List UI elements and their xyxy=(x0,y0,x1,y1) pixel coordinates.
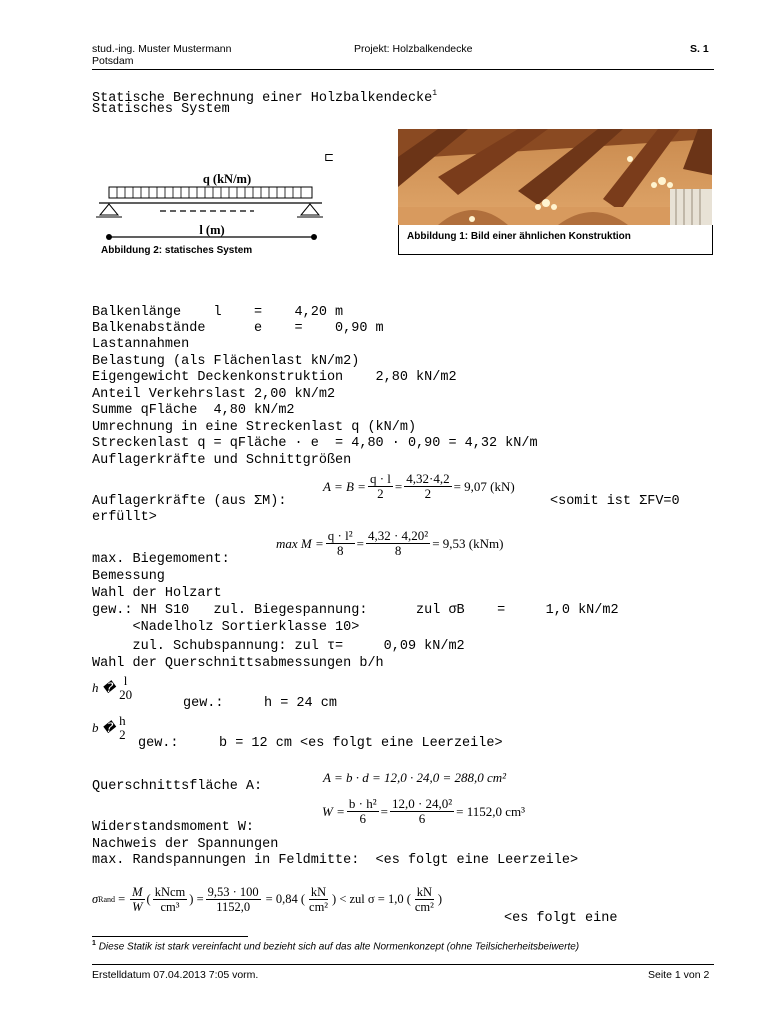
formula-section-modulus: W = $\frac{\text{b · h²}}{6}$ = $\frac{\text{12,0 · 24,0²}}{6}$ = 1152,0 cm³ xyxy=(322,796,526,826)
body-line-9: Streckenlast q = qFläche · e = 4,80 · 0,90 = 4,32 kN/m xyxy=(92,436,538,451)
body-line-15: Wahl der Holzart xyxy=(92,586,222,601)
body-line-13: max. Biegemoment: xyxy=(92,552,230,567)
body-line-11b: <somit ist ΣFV=0 xyxy=(550,494,680,509)
corner-mark: ⊏ xyxy=(324,150,335,164)
body-line-8: Umrechnung in eine Streckenlast q (kN/m) xyxy=(92,420,417,435)
body-line-12: erfüllt> xyxy=(92,510,157,525)
header-author: stud.-ing. Muster Mustermann xyxy=(92,43,232,55)
span-end-left xyxy=(106,234,112,240)
body-line-3: Lastannahmen xyxy=(92,337,190,352)
body-line-2: Balkenabstände e = 0,90 m xyxy=(92,321,384,336)
body-line-22: Querschnittsfläche A: xyxy=(92,779,263,794)
header-city: Potsdam xyxy=(92,55,134,67)
body-line-25: max. Randspannungen in Feldmitte: <es folgt eine Leerzeile> xyxy=(92,853,579,868)
distributed-load xyxy=(109,187,312,198)
load-label: q (kN/m) xyxy=(202,172,252,186)
formula-edge-stress: σ Rand = $\frac{M}{W}$ ( $\frac{\text{kNcm}}{\text{cm³}}$ ) = $\frac{9,53 \cdot 100}{1152,0}$ = 0,84 ( $\frac{kN}{\text{cm²}}$ ) < zul σ = 1,0 ( $\frac{kN}{\text{cm²}}$ ) xyxy=(92,885,443,914)
formula-b-estimate: b � h 2 xyxy=(92,713,126,742)
footer-date: Erstelldatum 07.04.2013 7:05 vorm. xyxy=(92,969,259,981)
body-line-16: gew.: NH S10 zul. Biegespannung: zul σB = 1,0 kN/m2 xyxy=(92,603,619,618)
doc-title: Statische Berechnung einer Holzbalkendecke$^1$ xyxy=(92,89,438,106)
body-line-7: Summe qFläche 4,80 kN/m2 xyxy=(92,403,295,418)
title-footnote-mark: 1 xyxy=(432,89,438,98)
static-system-diagram xyxy=(94,168,334,242)
doc-subtitle: Statisches System xyxy=(92,102,230,117)
header-page: S. 1 xyxy=(690,43,709,55)
footer-page: Seite 1 von 2 xyxy=(648,969,710,981)
footnote-rule xyxy=(92,936,248,937)
body-line-19: Wahl der Querschnittsabmessungen b/h xyxy=(92,656,384,671)
body-line-4: Belastung (als Flächenlast kN/m2) xyxy=(92,354,360,369)
formula-max-moment: max M = $\frac{\text{q · l²}}{8}$ = $\frac{\text{4,32 · 4,20²}}{8}$ = 9,53 (kNm) xyxy=(276,528,504,558)
body-line-14: Bemessung xyxy=(92,569,165,584)
body-line-18: zul. Schubspannung: zul τ= 0,09 kN/m2 xyxy=(92,639,465,654)
body-line-6: Anteil Verkehrslast 2,00 kN/m2 xyxy=(92,387,336,402)
body-line-23: Widerstandsmoment W: xyxy=(92,820,255,835)
photo-caption: Abbildung 1: Bild einer ähnlichen Konstruktion xyxy=(407,231,631,242)
ceiling-photo-illustration xyxy=(398,129,712,225)
body-line-24: Nachweis der Spannungen xyxy=(92,837,279,852)
header-project: Projekt: Holzbalkendecke xyxy=(354,43,473,55)
body-line-26: <es folgt eine xyxy=(504,911,618,926)
body-line-17: <Nadelholz Sortierklasse 10> xyxy=(92,620,360,635)
body-line-1: Balkenlänge l = 4,20 m xyxy=(92,305,344,320)
load-hatching xyxy=(117,187,301,198)
formula-h-estimate: h � l 20 xyxy=(92,673,133,702)
footnote: $^1$ Diese Statik ist stark vereinfacht und bezieht sich auf das alte Normenkonzept (ohne Teilsicherheitsbeiwerte) xyxy=(92,940,580,953)
body-line-5: Eigengewicht Deckenkonstruktion 2,80 kN/m2 xyxy=(92,370,457,385)
left-support xyxy=(100,204,118,215)
right-support xyxy=(301,204,319,215)
body-line-10: Auflagerkräfte und Schnittgrößen xyxy=(92,453,352,468)
span-end-right xyxy=(311,234,317,240)
header-rule xyxy=(92,69,714,70)
ceiling-photo xyxy=(398,129,712,225)
body-line-11a: Auflagerkräfte (aus ΣM): xyxy=(92,494,287,509)
footer-rule xyxy=(92,964,714,965)
body-line-21: gew.: b = 12 cm <es folgt eine Leerzeile> xyxy=(138,736,503,751)
diagram-caption: Abbildung 2: statisches System xyxy=(101,245,253,256)
body-line-20: gew.: h = 24 cm xyxy=(183,696,337,711)
formula-support-forces: A = B = $\frac{q \cdot l}{2}$ = $\frac{4,32\cdot 4,2}{2}$ = 9,07 (kN) xyxy=(323,471,515,501)
formula-area: A = b · d = 12,0 · 24,0 = 288,0 cm² xyxy=(323,770,507,785)
span-label: l (m) xyxy=(199,223,225,237)
